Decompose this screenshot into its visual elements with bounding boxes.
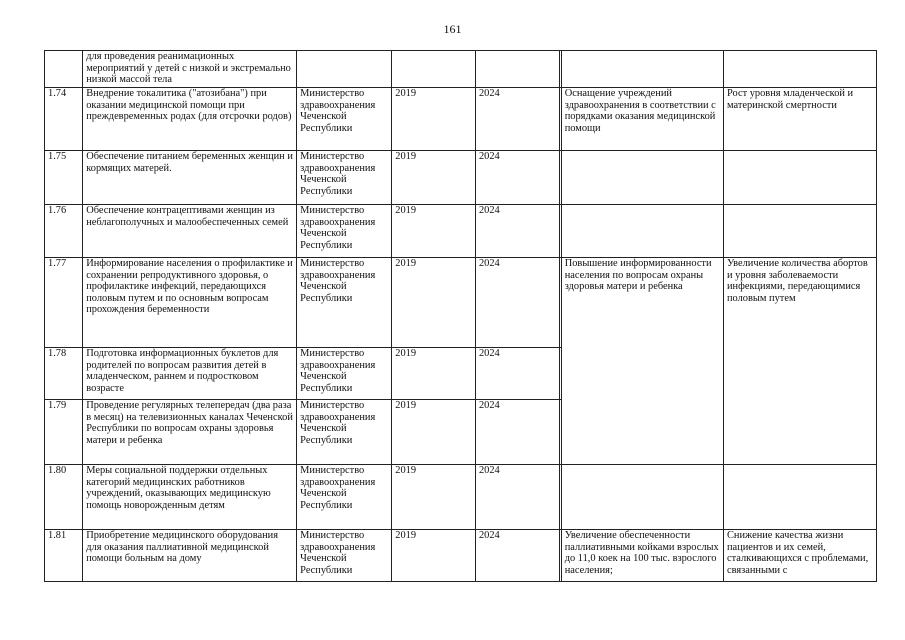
responsible-cell: Министерство здравоохранения Чеченской Республики (297, 465, 392, 530)
end-year-cell: 2024 (475, 400, 559, 465)
start-year-cell: 2019 (392, 530, 476, 582)
measure-text-cell: Проведение регулярных телепередач (два раза в месяц) на телевизионных каналах Чеченской Республики по вопросам охраны здоровья матери и ребенка (83, 400, 297, 465)
responsible-cell: Министерство здравоохранения Чеченской Республики (297, 88, 392, 151)
end-year-cell: 2024 (475, 465, 559, 530)
effect-cell: Рост уровня младенческой и материнской смертности (723, 88, 876, 151)
result-cell: Увеличение обеспеченности паллиативными койками взрослых до 11,0 коек на 100 тыс. взрослого населения; (561, 530, 723, 582)
result-cell (561, 51, 723, 88)
effect-cell (723, 51, 876, 88)
start-year-cell: 2019 (392, 205, 476, 258)
effect-cell: Увеличение количества абортов и уровня заболеваемости инфекциями, передающимися половым путем (723, 258, 876, 465)
start-year-cell: 2019 (392, 151, 476, 205)
table-row (45, 51, 877, 88)
end-year-cell: 2024 (475, 348, 559, 400)
table-row (45, 88, 877, 151)
row-number-cell: 1.78 (45, 348, 83, 400)
table-row (45, 530, 877, 582)
table-row (45, 205, 877, 258)
responsible-cell: Министерство здравоохранения Чеченской Республики (297, 258, 392, 348)
row-number-cell: 1.75 (45, 151, 83, 205)
end-year-cell: 2024 (475, 530, 559, 582)
measure-text-cell: Подготовка информационных буклетов для родителей по вопросам развития детей в младенческом, раннем и подростковом возрасте (83, 348, 297, 400)
end-year-cell: 2024 (475, 151, 559, 205)
result-cell: Повышение информированности населения по вопросам охраны здоровья матери и ребенка (561, 258, 723, 465)
measure-text-cell: Внедрение токалитика ("атозибана") при оказании медицинской помощи при преждевременных родах (для отсрочки родов) (83, 88, 297, 151)
start-year-cell: 2019 (392, 400, 476, 465)
measure-text-cell: Информирование населения о профилактике и сохранении репродуктивного здоровья, о профилактике инфекций, передающихся половым путем и по основным вопросам прохождения беременности (83, 258, 297, 348)
result-cell (561, 151, 723, 205)
row-number-cell: 1.76 (45, 205, 83, 258)
end-year-cell (475, 51, 559, 88)
table-row (45, 465, 877, 530)
responsible-cell: Министерство здравоохранения Чеченской Республики (297, 348, 392, 400)
start-year-cell: 2019 (392, 258, 476, 348)
result-cell (561, 465, 723, 530)
responsible-cell: Министерство здравоохранения Чеченской Республики (297, 151, 392, 205)
spacer-cell (559, 348, 561, 400)
table-row (45, 151, 877, 205)
start-year-cell (392, 51, 476, 88)
start-year-cell: 2019 (392, 88, 476, 151)
start-year-cell: 2019 (392, 465, 476, 530)
row-number-cell: 1.77 (45, 258, 83, 348)
measure-text-cell: Приобретение медицинского оборудования для оказания паллиативной медицинской помощи больным на дому (83, 530, 297, 582)
result-cell: Оснащение учреждений здравоохранения в соответствии с порядками оказания медицинской помощи (561, 88, 723, 151)
end-year-cell: 2024 (475, 205, 559, 258)
responsible-cell: Министерство здравоохранения Чеченской Республики (297, 400, 392, 465)
row-number-cell: 1.74 (45, 88, 83, 151)
measure-text-cell: Меры социальной поддержки отдельных категорий медицинских работников учреждений, оказывающих медицинскую помощь новорожденным детям (83, 465, 297, 530)
row-number-cell (45, 51, 83, 88)
table-row (45, 258, 877, 348)
responsible-cell: Министерство здравоохранения Чеченской Республики (297, 205, 392, 258)
measure-text-cell: Обеспечение питанием беременных женщин и кормящих матерей. (83, 151, 297, 205)
measure-text-cell: для проведения реанимационных мероприятий у детей с низкой и экстремально низкой массой тела (83, 51, 297, 88)
measure-text-cell: Обеспечение контрацептивами женщин из неблагополучных и малообеспеченных семей (83, 205, 297, 258)
row-number-cell: 1.81 (45, 530, 83, 582)
row-number-cell: 1.80 (45, 465, 83, 530)
measures-table (44, 50, 877, 582)
row-number-cell: 1.79 (45, 400, 83, 465)
spacer-cell (559, 400, 561, 465)
effect-cell: Снижение качества жизни пациентов и их семей, сталкивающихся с проблемами, связанными с (723, 530, 876, 582)
page-number: 161 (443, 22, 462, 36)
result-cell (561, 205, 723, 258)
effect-cell (723, 151, 876, 205)
responsible-cell (297, 51, 392, 88)
responsible-cell: Министерство здравоохранения Чеченской Республики (297, 530, 392, 582)
end-year-cell: 2024 (475, 88, 559, 151)
effect-cell (723, 465, 876, 530)
effect-cell (723, 205, 876, 258)
end-year-cell: 2024 (475, 258, 559, 348)
start-year-cell: 2019 (392, 348, 476, 400)
